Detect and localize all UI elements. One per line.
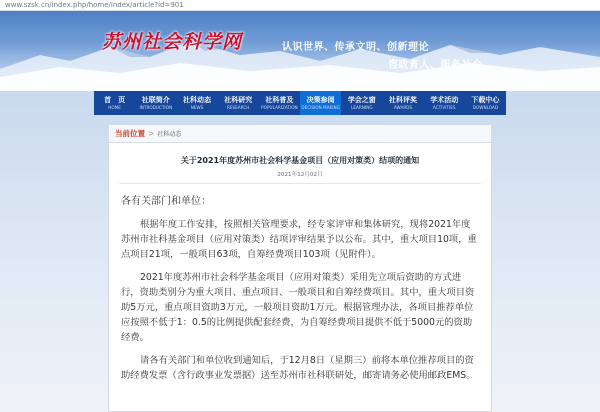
nav-label-en: NEWS bbox=[190, 104, 204, 110]
nav-label: 决策参阅 bbox=[306, 95, 335, 104]
nav-label-en: HOME bbox=[108, 104, 121, 110]
title-divider bbox=[119, 183, 481, 184]
article-panel bbox=[108, 124, 492, 412]
nav-item-learning[interactable] bbox=[341, 91, 382, 115]
article-title: 关于2021年度苏州市社会科学基金项目（应用对策类）结项的通知 bbox=[180, 156, 420, 165]
nav-label: 社科动态 bbox=[183, 95, 211, 104]
article-date: 2021年12月02日 bbox=[277, 172, 323, 178]
article-paragraph: 请各有关部门和单位收到通知后，于12月8日（星期三）前将本单位推荐项目的资助经费发票（含行政事业发票据）送至苏州市社科联研处，邮寄请务必使用邮政EMS。 bbox=[121, 355, 476, 381]
article-paragraph: 2021年度苏州市社会科学基金项目（应用对策类）采用先立项后资助的方式进行，资助类别分为重大项目、重点项目、一般项目和自筹经费项目。其中，重大项目资助5万元，重点项目资助3万元，一般项目资助1万元。根据管理办法，各项目推荐单位应按照不低于1：0.5的比例提供配套经费，为自筹经费项目提供不低于5000元的资助经费。 bbox=[121, 272, 475, 343]
nav-item-download[interactable] bbox=[465, 91, 506, 115]
nav-item-activities[interactable] bbox=[424, 91, 465, 115]
breadcrumb-current-label: 当前位置 bbox=[115, 129, 145, 138]
nav-label-en: DECISION MAKING bbox=[301, 104, 340, 110]
nav-label-en: AWARDS bbox=[393, 104, 413, 110]
nav-item-decision-making[interactable] bbox=[300, 91, 341, 115]
address-bar[interactable] bbox=[0, 0, 600, 11]
article-body bbox=[109, 194, 491, 383]
article-salutation: 各有关部门和单位： bbox=[121, 196, 211, 207]
nav-label-en: LEARNING bbox=[351, 104, 373, 110]
nav-label: 学会之窗 bbox=[347, 95, 376, 104]
slogan-line-1: 认识世界、传承文明、创新理论 bbox=[282, 42, 429, 53]
nav-item-research[interactable] bbox=[218, 91, 259, 115]
nav-label: 社科研究 bbox=[224, 95, 253, 104]
nav-label: 学术活动 bbox=[430, 95, 459, 104]
nav-item-introduction[interactable] bbox=[135, 91, 176, 115]
breadcrumb-section-link[interactable]: 社科动态 bbox=[157, 131, 182, 138]
nav-item-awards[interactable] bbox=[382, 91, 423, 115]
nav-label: 首 页 bbox=[104, 95, 126, 104]
site-logo-title[interactable]: 苏州社会科学网 bbox=[102, 31, 243, 53]
nav-label-en: DOWNLOAD bbox=[472, 104, 499, 110]
nav-label: 社科评奖 bbox=[389, 95, 418, 104]
site-banner bbox=[0, 11, 600, 91]
nav-label-en: POPULARIZATION bbox=[261, 104, 298, 110]
nav-label: 社联简介 bbox=[141, 95, 170, 104]
nav-label: 社科普及 bbox=[265, 95, 294, 104]
nav-label-en: INTRODUCTION bbox=[139, 104, 173, 110]
url-text: www.szsk.cn/index.php/home/index/article?id=901 bbox=[5, 1, 184, 9]
nav-item-news[interactable] bbox=[176, 91, 217, 115]
nav-label-en: ACTIVITIES bbox=[432, 104, 456, 110]
nav-item-home[interactable] bbox=[94, 91, 135, 115]
nav-label-en: RESEARCH bbox=[226, 104, 250, 110]
main-nav bbox=[94, 91, 506, 115]
nav-item-popularization[interactable] bbox=[259, 91, 300, 115]
breadcrumb-separator: > bbox=[148, 129, 155, 138]
slogan-line-2: 咨政育人、服务社会 bbox=[388, 60, 483, 71]
nav-label: 下载中心 bbox=[471, 95, 500, 104]
breadcrumb bbox=[109, 125, 491, 143]
article-paragraph: 根据年度工作安排，按照相关管理要求，经专家评审和集体研究，现将2021年度苏州市社科基金项目（应用对策类）结项评审结果予以公布。其中，重大项目10项，重点项目21项，一般项目63项，自筹经费项目103项（见附件）。 bbox=[121, 219, 477, 260]
